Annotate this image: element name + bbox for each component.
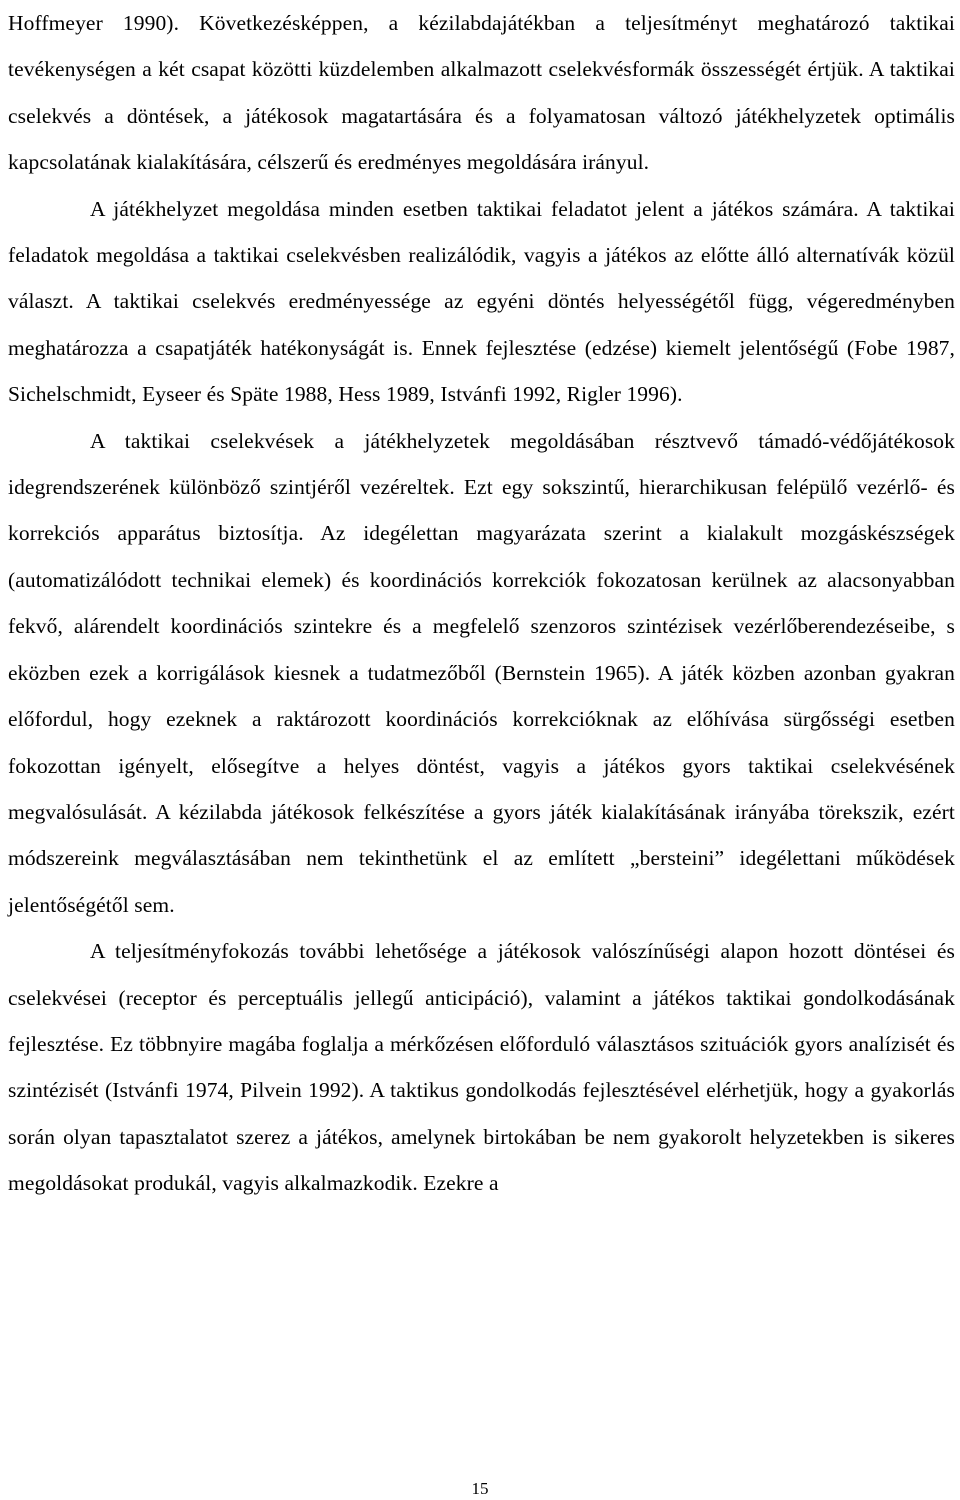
paragraph-1: Hoffmeyer 1990). Következésképpen, a kézilabdajátékban a teljesítményt meghatározó taktikai tevékenységen a két csapat közötti küzdelemben alkalmazott cselekvésformák összességét értjük. A taktikai cselekvés a döntések, a játékosok magatartására és a folyamatosan változó játékhelyzetek optimális kapcsolatának kialakítására, célszerű és eredményes megoldására irányul. xyxy=(8,11,955,175)
paragraph-3: A taktikai cselekvések a játékhelyzetek megoldásában résztvevő támadó-védőjátékosok idegrendszerének különböző szintjéről vezéreltek. Ezt egy sokszintű, hierarchikusan felépülő vezérlő- és korrekciós apparátus biztosítja. Az idegélettan magyarázata szerint a kialakult mozgáskészségek (automatizálódott technikai elemek) és koordinációs korrekciók fokozatosan kerülnek az alacsonyabban fekvő, alárendelt koordinációs szintekre és a megfelelő szenzoros szintézisek vezérlőberendezéseibe, s eközben ezek a korrigálások kiesnek a tudatmezőből (Bernstein 1965). A játék közben azonban gyakran előfordul, hogy ezeknek a raktározott koordinációs korrekcióknak az előhívása sürgősségi esetben fokozottan igényelt, elősegítve a helyes döntést, vagyis a játékos gyors taktikai cselekvésének megvalósulását. A kézilabda játékosok felkészítése a gyors játék kialakításának irányába törekszik, ezért módszereink megválasztásában nem tekinthetünk el az említett „bersteini” idegélettani működések jelentőségétől sem. xyxy=(8,428,955,917)
paragraph-2: A játékhelyzet megoldása minden esetben taktikai feladatot jelent a játékos számára. A taktikai feladatok megoldása a taktikai cselekvésben realizálódik, vagyis a játékos az előtte álló alternatívák közül választ. A taktikai cselekvés eredményessége az egyéni döntés helyességétől függ, végeredményben meghatározza a csapatjáték hatékonyságát is. Ennek fejlesztése (edzése) kiemelt jelentőségű (Fobe 1987, Sichelschmidt, Eyseer és Späte 1988, Hess 1989, Istvánfi 1992, Rigler 1996). xyxy=(8,196,955,407)
body-text xyxy=(8,0,955,1207)
page-number: 15 xyxy=(471,1479,489,1498)
paragraph-4: A teljesítményfokozás további lehetősége a játékosok valószínűségi alapon hozott döntései és cselekvései (receptor és perceptuális jellegű anticipáció), valamint a játékos taktikai gondolkodásának fejlesztése. Ez többnyire magába foglalja a mérkőzésen előforduló választásos szituációk gyors analízisét és szintézisét (Istvánfi 1974, Pilvein 1992). A taktikus gondolkodás fejlesztésével elérhetjük, hogy a gyakorlás során olyan tapasztalatot szerez a játékos, amelynek birtokában be nem gyakorolt helyzetekben is sikeres megoldásokat produkál, vagyis alkalmazkodik. Ezekre a xyxy=(8,939,955,1196)
